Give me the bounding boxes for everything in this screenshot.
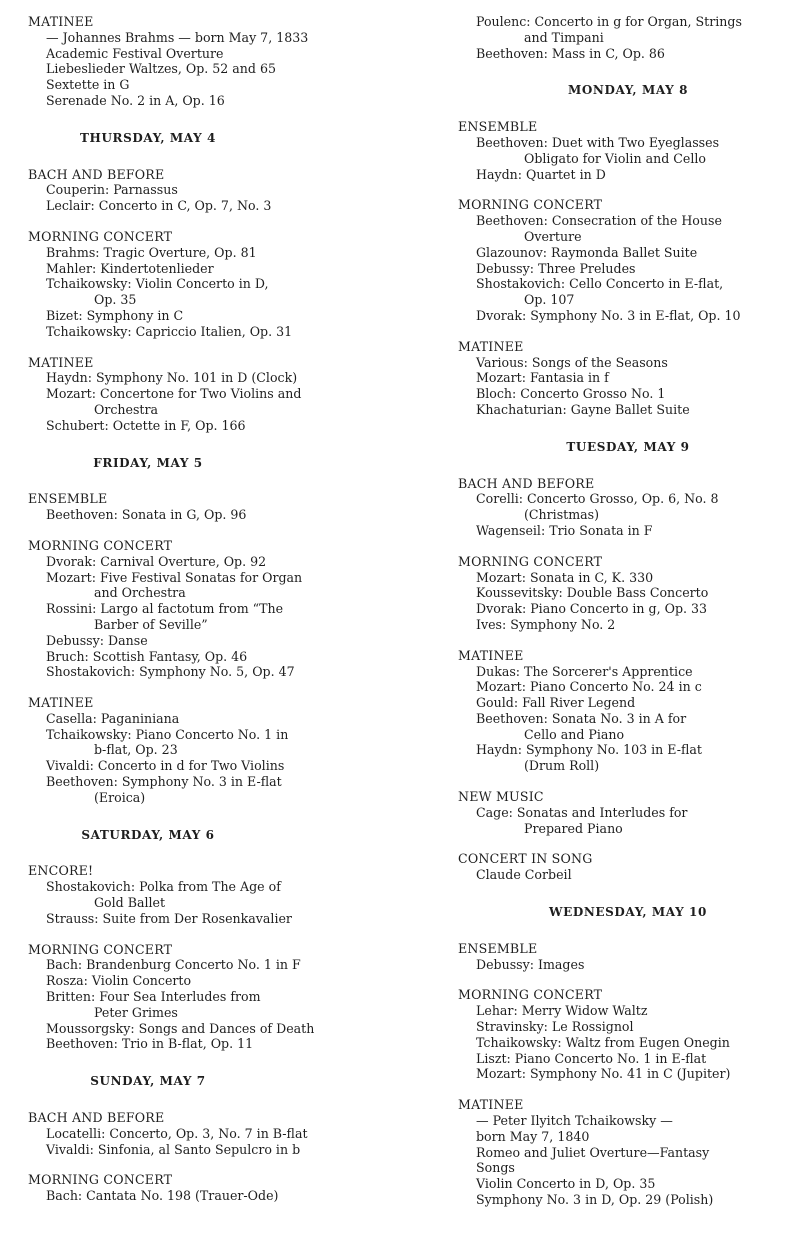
program-line (458, 664, 798, 680)
program-line-text: Debussy: Three Preludes (476, 260, 636, 276)
program-line-text: Ives: Symphony No. 2 (476, 616, 616, 632)
program-line (28, 790, 428, 806)
program-line (28, 601, 428, 617)
program-line-text: Bach: Brandenburg Concerto No. 1 in F (46, 957, 301, 973)
program-line (458, 1192, 798, 1208)
concert-section (458, 119, 798, 182)
concert-section (458, 554, 798, 633)
program-line (458, 1113, 798, 1129)
program-line (458, 679, 798, 695)
program-line-text: Haydn: Quartet in D (476, 166, 606, 182)
program-line-text: Mozart: Piano Concerto No. 24 in c (476, 679, 702, 695)
program-line (458, 585, 798, 601)
program-line-text: Claude Corbeil (476, 867, 572, 883)
concert-section (458, 851, 798, 883)
concert-section (458, 987, 798, 1082)
concert-section (28, 538, 428, 680)
program-line-text: Dvorak: Piano Concerto in g, Op. 33 (476, 601, 708, 617)
day-heading: SATURDAY, MAY 6 (81, 827, 215, 842)
day-heading: FRIDAY, MAY 5 (93, 455, 203, 470)
program-line-text: Britten: Four Sea Interludes from (46, 989, 261, 1005)
concert-section (28, 491, 428, 523)
program-line-text: Debussy: Images (476, 956, 585, 972)
concert-section (28, 1110, 428, 1157)
day-heading: SUNDAY, MAY 7 (90, 1074, 206, 1089)
concert-section (28, 229, 428, 340)
concert-section (458, 1097, 798, 1208)
program-line (28, 989, 428, 1005)
concert-section (458, 339, 798, 418)
program-line (28, 292, 428, 308)
program-line-text: Debussy: Danse (46, 632, 148, 648)
section-heading: MORNING CONCERT (28, 537, 173, 553)
day-heading: THURSDAY, MAY 4 (80, 130, 216, 145)
program-line-text: Mozart: Concertone for Two Violins and (46, 386, 302, 402)
program-line-text: Shostakovich: Symphony No. 5, Op. 47 (46, 664, 295, 680)
program-line-text: Stravinsky: Le Rossignol (476, 1019, 634, 1035)
program-line (28, 957, 428, 973)
program-line-text: Gold Ballet (94, 895, 166, 911)
right-column (458, 0, 798, 1223)
program-line-text: Beethoven: Mass in C, Op. 86 (476, 45, 665, 61)
program-line-text: — Johannes Brahms — born May 7, 1833 (46, 29, 309, 45)
section-heading: MORNING CONCERT (28, 228, 173, 244)
program-line (458, 1176, 798, 1192)
program-line (28, 585, 428, 601)
program-line (28, 30, 428, 46)
program-line-text: Mahler: Kindertotenlieder (46, 260, 214, 276)
program-line-text: Overture (524, 228, 582, 244)
program-line (28, 324, 428, 340)
program-line (28, 727, 428, 743)
day-heading: WEDNESDAY, MAY 10 (549, 905, 707, 920)
section-heading: NEW MUSIC (458, 789, 544, 805)
program-line-text: Orchestra (94, 401, 159, 417)
program-line (458, 507, 798, 523)
program-line (28, 1036, 428, 1052)
program-line (28, 554, 428, 570)
program-line (458, 742, 798, 758)
program-line (28, 276, 428, 292)
left-column (28, 0, 428, 1219)
program-line (28, 418, 428, 434)
program-line (28, 911, 428, 927)
program-line-text: Tchaikowsky: Piano Concerto No. 1 in (46, 726, 289, 742)
program-line-text: and Orchestra (94, 585, 186, 601)
program-line (458, 14, 798, 30)
program-line-text: Barber of Seville” (94, 616, 208, 632)
program-line (458, 758, 798, 774)
program-line-text: Poulenc: Concerto in g for Organ, Strings (476, 14, 742, 29)
section-heading: MATINEE (28, 695, 94, 711)
program-line-text: Leclair: Concerto in C, Op. 7, No. 3 (46, 198, 272, 214)
program-line-text: Gould: Fall River Legend (476, 695, 636, 711)
program-line (458, 711, 798, 727)
program-line-text: Couperin: Parnassus (46, 182, 178, 198)
program-line (458, 1145, 798, 1161)
program-line (28, 1126, 428, 1142)
section-heading: BACH AND BEFORE (28, 1110, 165, 1126)
program-line-text: Tchaikowsky: Capriccio Italien, Op. 31 (46, 323, 293, 339)
program-line (458, 957, 798, 973)
concert-section (28, 695, 428, 806)
program-line (28, 1021, 428, 1037)
program-line-text: Lehar: Merry Widow Waltz (476, 1003, 648, 1019)
concert-section (28, 1172, 428, 1204)
program-line-text: Beethoven: Symphony No. 3 in E-flat (46, 774, 282, 790)
program-line (458, 30, 798, 46)
program-line (28, 895, 428, 911)
program-line (458, 1066, 798, 1082)
program-line (28, 182, 428, 198)
concert-section (28, 14, 428, 109)
program-line (458, 1035, 798, 1051)
program-line (458, 229, 798, 245)
program-line (458, 601, 798, 617)
section-heading: MORNING CONCERT (458, 197, 603, 213)
program-line (458, 1003, 798, 1019)
program-line (458, 821, 798, 837)
program-line (28, 308, 428, 324)
program-line (458, 167, 798, 183)
program-line (28, 61, 428, 77)
program-line-text: Mozart: Symphony No. 41 in C (Jupiter) (476, 1066, 731, 1082)
program-line (458, 1129, 798, 1145)
program-line-text: Mozart: Fantasia in f (476, 370, 609, 386)
program-line-text: Locatelli: Concerto, Op. 3, No. 7 in B-flat (46, 1125, 308, 1141)
program-line-text: born May 7, 1840 (476, 1128, 590, 1144)
program-line (458, 867, 798, 883)
program-line (28, 402, 428, 418)
section-heading: BACH AND BEFORE (28, 166, 165, 182)
program-line (458, 245, 798, 261)
program-line (28, 973, 428, 989)
program-line (28, 570, 428, 586)
program-line-text: Symphony No. 3 in D, Op. 29 (Polish) (476, 1192, 714, 1208)
program-line-text: Liebeslieder Waltzes, Op. 52 and 65 (46, 61, 277, 77)
concert-section (28, 863, 428, 926)
program-line (28, 93, 428, 109)
section-heading: ENSEMBLE (28, 491, 108, 507)
day-heading: MONDAY, MAY 8 (567, 83, 689, 98)
concert-section (28, 355, 428, 434)
program-line (458, 276, 798, 292)
program-line-text: b-flat, Op. 23 (94, 742, 178, 758)
section-heading: CONCERT IN SONG (458, 851, 593, 867)
program-line-text: Romeo and Juliet Overture—Fantasy (476, 1144, 710, 1160)
program-line (28, 370, 428, 386)
program-line-text: Schubert: Octette in F, Op. 166 (46, 417, 246, 433)
concert-section (28, 167, 428, 214)
program-line-text: Vivaldi: Concerto in d for Two Violins (46, 758, 285, 774)
program-line-text: Obligato for Violin and Cello (524, 150, 706, 166)
program-line-text: Tchaikowsky: Violin Concerto in D, (46, 276, 269, 292)
program-line (28, 758, 428, 774)
program-line-text: Beethoven: Sonata No. 3 in A for (476, 710, 687, 726)
program-line-text: Casella: Paganiniana (46, 710, 180, 726)
program-line (458, 727, 798, 743)
program-line-text: Khachaturian: Gayne Ballet Suite (476, 401, 690, 417)
program-line-text: Liszt: Piano Concerto No. 1 in E-flat (476, 1050, 707, 1066)
program-line-text: — Peter Ilyitch Tchaikowsky — (476, 1113, 673, 1129)
program-line-text: Vivaldi: Sinfonia, al Santo Sepulcro in b (46, 1141, 301, 1157)
program-line (28, 77, 428, 93)
program-line-text: Beethoven: Trio in B-flat, Op. 11 (46, 1036, 254, 1052)
concert-section (458, 197, 798, 323)
program-line (28, 198, 428, 214)
day-heading: TUESDAY, MAY 9 (566, 439, 690, 454)
program-line-text: Wagenseil: Trio Sonata in F (476, 522, 653, 538)
program-line (28, 879, 428, 895)
program-line (458, 1019, 798, 1035)
program-line (458, 261, 798, 277)
section-heading: MORNING CONCERT (28, 941, 173, 957)
section-heading: ENSEMBLE (458, 119, 538, 135)
program-line-text: Bach: Cantata No. 198 (Trauer-Ode) (46, 1188, 279, 1204)
program-line-text: Shostakovich: Polka from The Age of (46, 879, 281, 895)
program-line (28, 633, 428, 649)
section-heading: MORNING CONCERT (28, 1172, 173, 1188)
program-line (458, 1051, 798, 1067)
section-heading: MATINEE (458, 1097, 524, 1113)
program-line (28, 46, 428, 62)
program-line (458, 523, 798, 539)
program-line (28, 664, 428, 680)
program-line-text: Corelli: Concerto Grosso, Op. 6, No. 8 (476, 491, 719, 507)
program-line (28, 742, 428, 758)
program-line (28, 711, 428, 727)
section-heading: MORNING CONCERT (458, 553, 603, 569)
program-line-text: Cage: Sonatas and Interludes for (476, 804, 688, 820)
program-line-text: Bruch: Scottish Fantasy, Op. 46 (46, 648, 248, 664)
program-line-text: Brahms: Tragic Overture, Op. 81 (46, 244, 257, 260)
concert-section (458, 648, 798, 774)
program-line (458, 292, 798, 308)
program-line-text: Tchaikowsky: Waltz from Eugen Onegin (476, 1034, 730, 1050)
section-heading: MATINEE (458, 338, 524, 354)
program-line-text: Moussorgsky: Songs and Dances of Death (46, 1020, 315, 1036)
program-line-text: Mozart: Five Festival Sonatas for Organ (46, 569, 303, 585)
program-line-text: Beethoven: Sonata in G, Op. 96 (46, 507, 247, 523)
section-heading: ENCORE! (28, 863, 94, 879)
section-heading: BACH AND BEFORE (458, 475, 595, 491)
program-line-text: Cello and Piano (524, 726, 625, 742)
program-line (28, 1188, 428, 1204)
program-line-text: Academic Festival Overture (46, 45, 224, 61)
program-line (28, 617, 428, 633)
program-line (458, 135, 798, 151)
program-line-text: Rossini: Largo al factotum from “The (46, 601, 284, 617)
program-line-text: (Eroica) (94, 789, 146, 805)
program-line (458, 213, 798, 229)
program-line (458, 805, 798, 821)
program-line (458, 695, 798, 711)
program-line-text: Bloch: Concerto Grosso No. 1 (476, 386, 666, 402)
program-line (458, 386, 798, 402)
concert-section (458, 476, 798, 539)
program-line-text: Op. 35 (94, 292, 137, 308)
program-line-text: Haydn: Symphony No. 103 in E-flat (476, 742, 702, 758)
program-line (458, 402, 798, 418)
section-heading: MORNING CONCERT (458, 987, 603, 1003)
program-line-text: Shostakovich: Cello Concerto in E-flat, (476, 276, 724, 292)
program-line (458, 370, 798, 386)
program-line (28, 507, 428, 523)
program-line-text: (Drum Roll) (524, 758, 600, 774)
program-line-text: Sextette in G (46, 77, 130, 93)
concert-section (458, 14, 798, 61)
program-line-text: Songs (476, 1160, 515, 1176)
program-line (458, 491, 798, 507)
program-line-text: Glazounov: Raymonda Ballet Suite (476, 244, 698, 260)
program-line-text: Mozart: Sonata in C, K. 330 (476, 569, 654, 585)
program-line (458, 355, 798, 371)
section-heading: ENSEMBLE (458, 940, 538, 956)
program-line-text: Serenade No. 2 in A, Op. 16 (46, 92, 225, 108)
program-line-text: Koussevitsky: Double Bass Concerto (476, 585, 709, 601)
program-line-text: Dvorak: Carnival Overture, Op. 92 (46, 553, 267, 569)
program-line (458, 1160, 798, 1176)
program-line-text: Op. 107 (524, 292, 575, 308)
section-heading: MATINEE (28, 14, 94, 29)
program-line-text: Bizet: Symphony in C (46, 307, 184, 323)
section-heading: MATINEE (458, 647, 524, 663)
program-line (28, 649, 428, 665)
concert-section (458, 941, 798, 973)
program-line (458, 308, 798, 324)
program-line (28, 1005, 428, 1021)
program-line-text: and Timpani (524, 29, 604, 45)
program-line-text: Haydn: Symphony No. 101 in D (Clock) (46, 370, 298, 386)
program-line (28, 245, 428, 261)
program-line-text: Strauss: Suite from Der Rosenkavalier (46, 910, 292, 926)
program-line-text: Peter Grimes (94, 1004, 178, 1020)
program-line-text: Rosza: Violin Concerto (46, 973, 192, 989)
program-line-text: Violin Concerto in D, Op. 35 (476, 1176, 656, 1192)
program-line-text: Various: Songs of the Seasons (476, 354, 668, 370)
program-line (28, 386, 428, 402)
program-line-text: Beethoven: Consecration of the House (476, 213, 722, 229)
program-line-text: Beethoven: Duet with Two Eyeglasses (476, 134, 720, 150)
program-line-text: (Christmas) (524, 507, 600, 523)
program-line (458, 46, 798, 62)
concert-section (458, 789, 798, 836)
concert-section (28, 942, 428, 1053)
program-line-text: Dvorak: Symphony No. 3 in E-flat, Op. 10 (476, 307, 741, 323)
program-line (28, 261, 428, 277)
program-line (28, 774, 428, 790)
program-line (28, 1142, 428, 1158)
program-line (458, 570, 798, 586)
program-line-text: Dukas: The Sorcerer's Apprentice (476, 663, 693, 679)
section-heading: MATINEE (28, 354, 94, 370)
program-line-text: Prepared Piano (524, 820, 623, 836)
program-line (458, 617, 798, 633)
program-line (458, 151, 798, 167)
